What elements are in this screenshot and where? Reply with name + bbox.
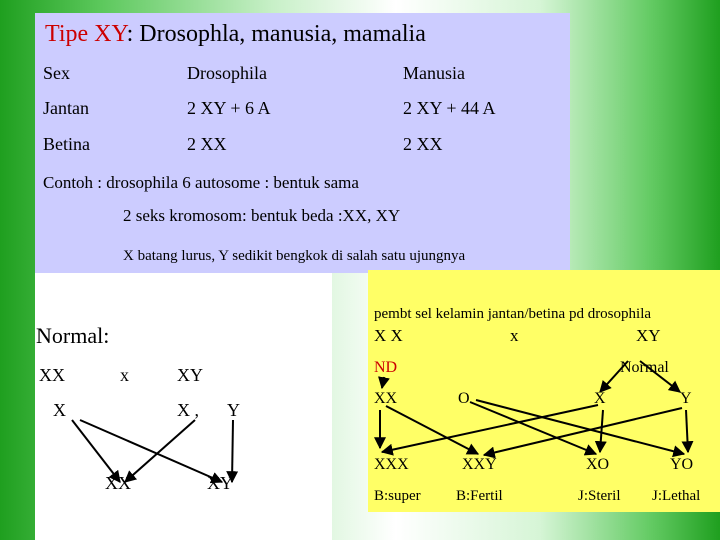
arrow-x-to-xx — [72, 420, 120, 482]
parent-xy-right: XY — [636, 326, 661, 345]
offspring-xxy: XXY — [462, 456, 497, 473]
gamete-y: Y — [227, 400, 240, 420]
child-xx: XX — [105, 473, 131, 493]
nd-label: ND — [374, 359, 398, 376]
normal-label-right: Normal — [620, 359, 669, 376]
arrow-y-to-xy — [232, 420, 233, 482]
fate-xxx: B:super — [374, 488, 421, 504]
arrow-x-to-xy — [80, 420, 222, 482]
table-cell-betina-manusia: 2 XX — [403, 134, 443, 154]
title-rest: : Drosophla, manusia, mamalia — [126, 21, 426, 47]
gamete-o: O — [458, 390, 470, 407]
gamete-y-right: Y — [680, 390, 692, 407]
arrow-normal-to-y — [640, 361, 680, 392]
normal-label: Normal: — [36, 323, 110, 348]
arrow-xx-to-xxy — [386, 406, 478, 454]
table-header-manusia: Manusia — [403, 63, 465, 83]
table-cell-jantan-manusia: 2 XY + 44 A — [403, 98, 496, 118]
gamete-xx: XX — [374, 390, 398, 407]
parent-xy: XY — [177, 365, 203, 385]
note-sex-chromosomes: 2 seks kromosom: bentuk beda :XX, XY — [123, 206, 401, 225]
offspring-xxx: XXX — [374, 456, 409, 473]
arrow-xmale-to-xx — [125, 420, 195, 482]
parent-xx: XX — [39, 365, 65, 385]
arrow-x-to-xxx — [382, 405, 598, 452]
table-cell-jantan: Jantan — [43, 98, 89, 118]
arrow-x-to-xo — [600, 410, 603, 452]
note-shape: X batang lurus, Y sedikit bengkok di salah satu ujungnya — [123, 248, 466, 264]
table-header-drosophila: Drosophila — [187, 63, 267, 83]
table-cell-betina: Betina — [43, 134, 90, 154]
gamete-note: pembt sel kelamin jantan/betina pd drosophila — [374, 306, 652, 322]
table-cell-betina-drosophila: 2 XX — [187, 134, 227, 154]
arrow-y-to-yo — [686, 410, 688, 452]
fate-xo: J:Steril — [578, 488, 621, 504]
parent-xx-right: X X — [374, 326, 403, 345]
note-example: Contoh : drosophila 6 autosome : bentuk sama — [43, 173, 359, 192]
fate-yo: J:Lethal — [652, 488, 701, 504]
offspring-yo: YO — [670, 456, 694, 473]
table-header-sex: Sex — [43, 63, 70, 83]
cross-right: x — [510, 326, 519, 345]
table-cell-jantan-drosophila: 2 XY + 6 A — [187, 98, 271, 118]
gamete-x: X — [53, 400, 66, 420]
arrow-nd-to-xx — [382, 377, 384, 388]
cross-symbol: x — [120, 365, 129, 385]
gamete-x-male: X , — [177, 400, 199, 420]
child-xy: XY — [207, 473, 233, 493]
gamete-x-right: X — [594, 390, 606, 407]
fate-xxy: B:Fertil — [456, 488, 503, 504]
offspring-xo: XO — [586, 456, 610, 473]
arrow-normal-to-x — [600, 361, 628, 392]
title-prefix: Tipe XY — [45, 21, 127, 47]
